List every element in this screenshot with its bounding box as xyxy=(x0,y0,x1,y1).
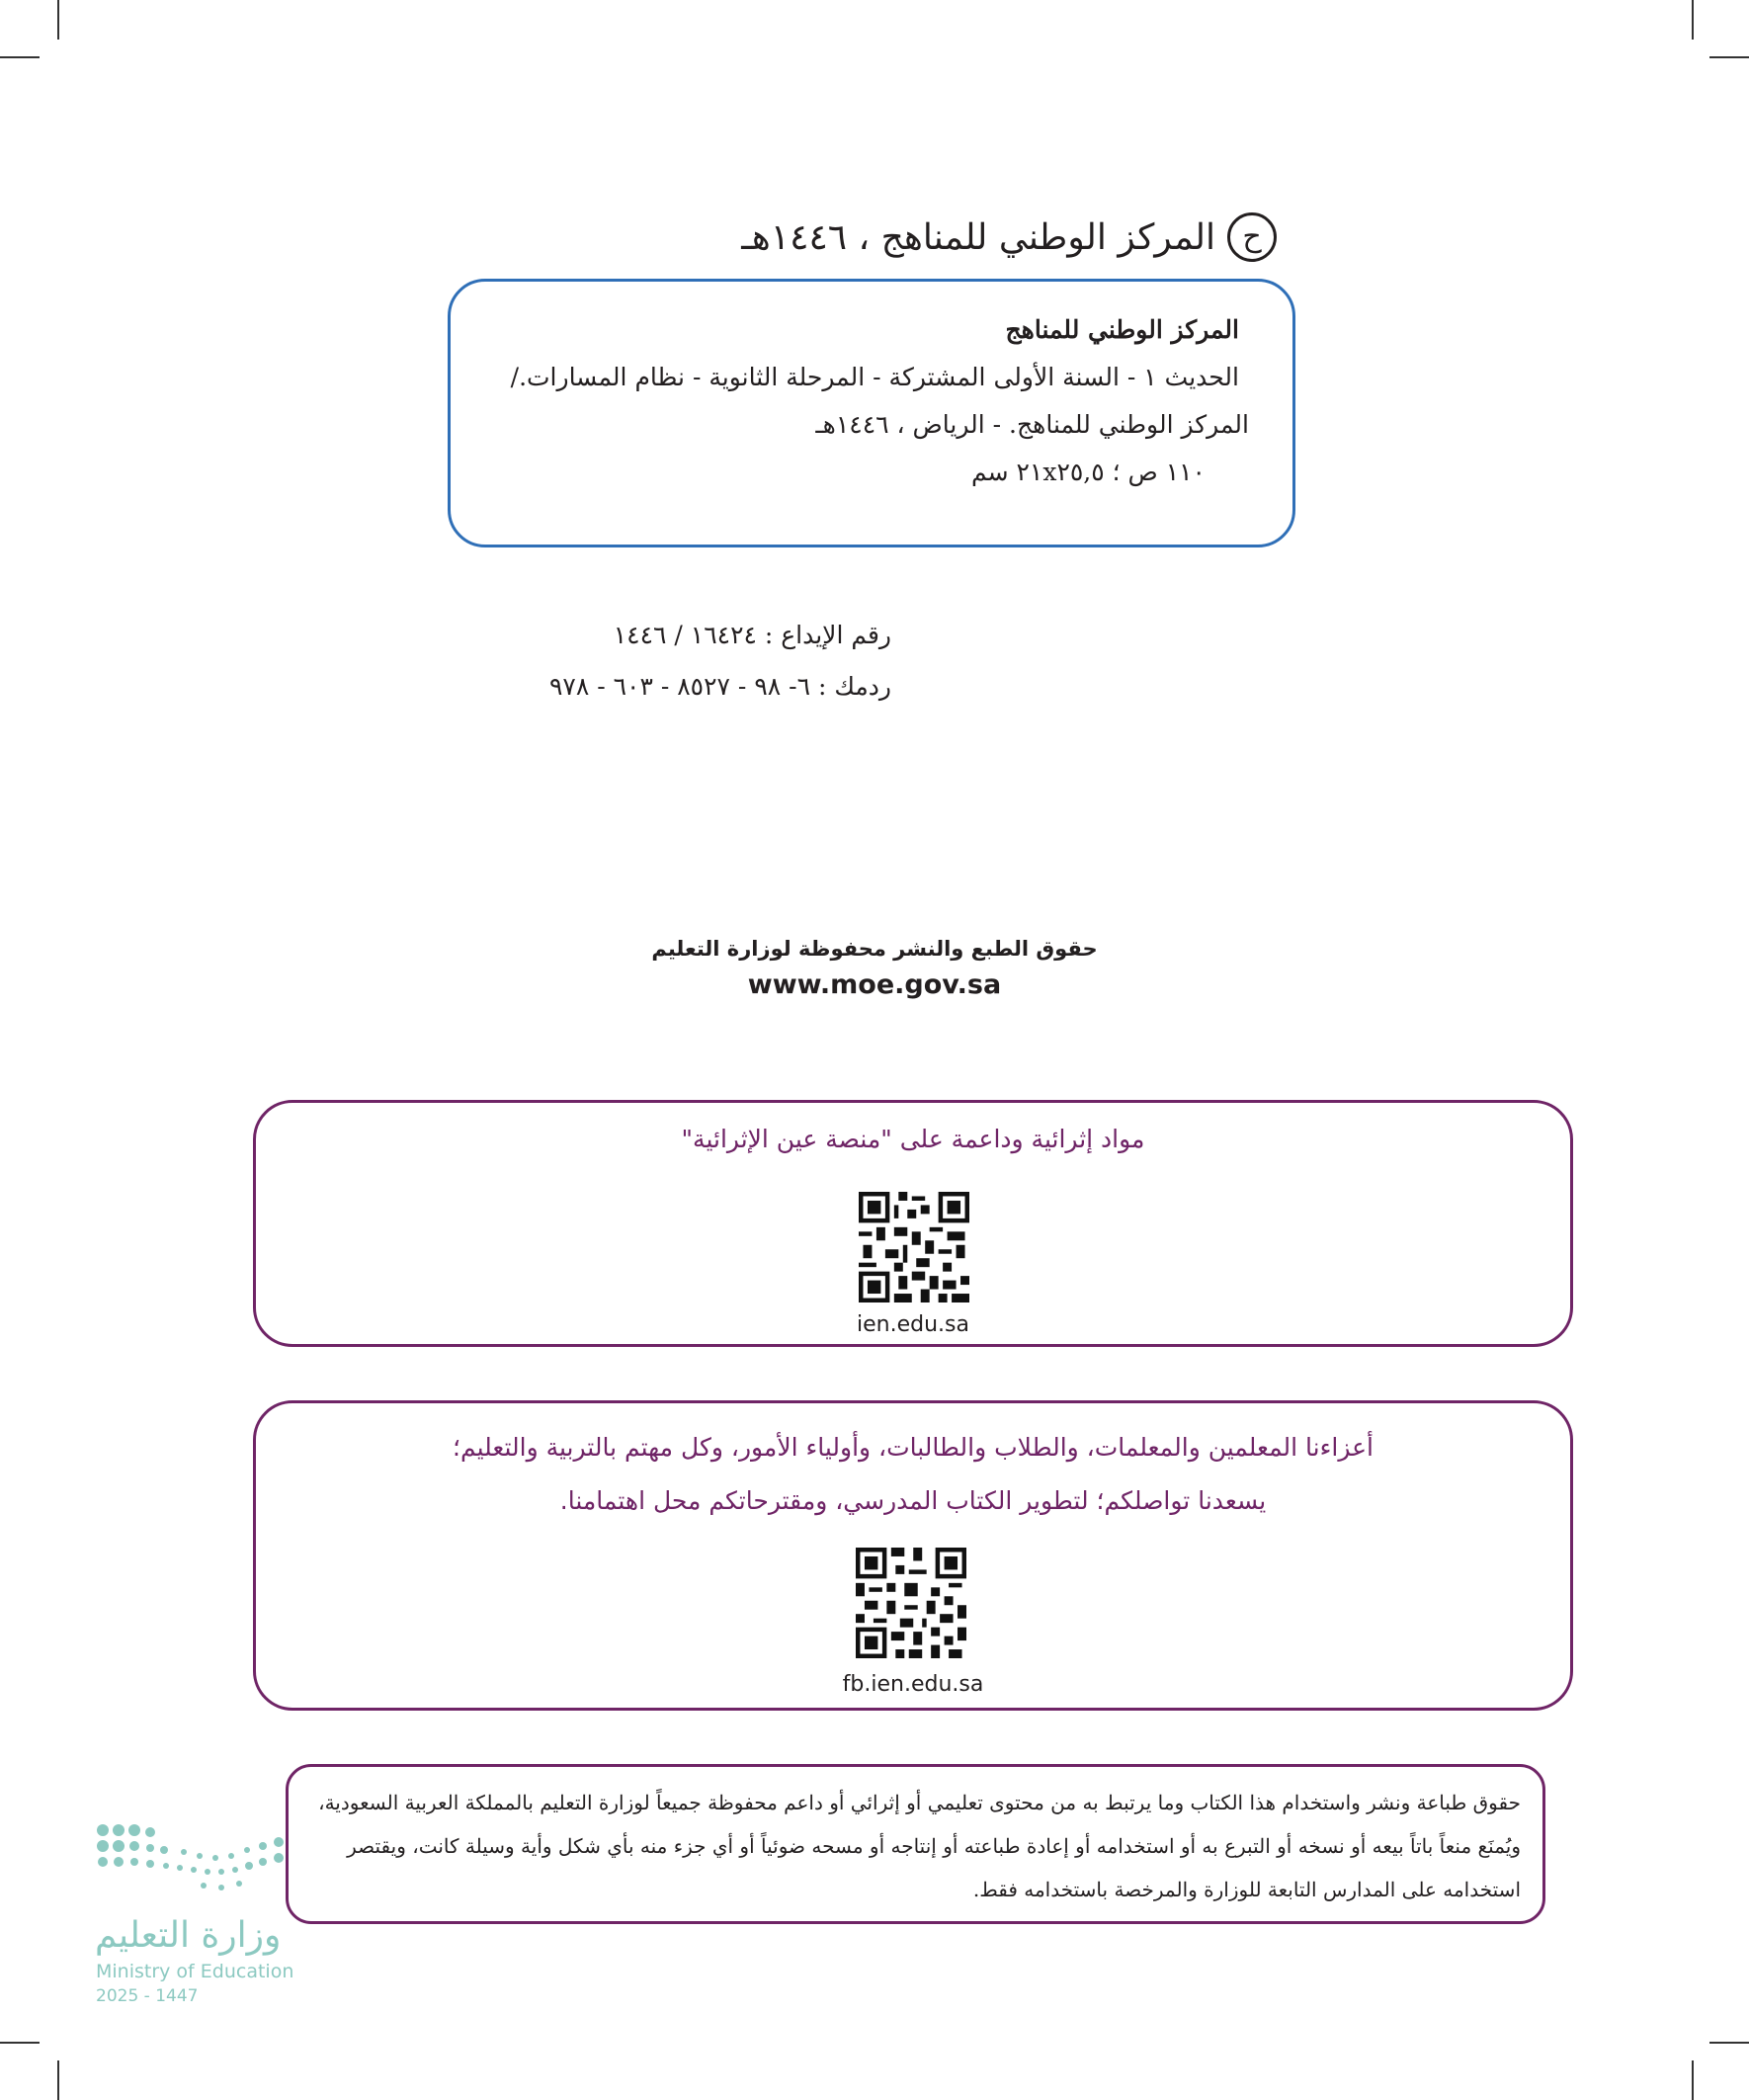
catalog-publisher: المركز الوطني للمناهج. - الرياض ، ١٤٤٦هـ xyxy=(815,410,1249,439)
terms-line-2: ويُمنَع منعاً باتاً بيعه أو نسخه أو التبرع به أو استخدامه أو إعادة طباعته أو إنتاجه أو مسحه ضوئياً أو أي جزء منه بأي شكل وأية وسيلة كانت، ويقتصر xyxy=(347,1834,1521,1858)
crop-mark xyxy=(1709,56,1749,58)
catalog-author: المركز الوطني للمناهج xyxy=(1005,315,1239,344)
ministry-name-en: Ministry of Education xyxy=(96,1961,294,1982)
crop-mark xyxy=(1692,0,1694,40)
feedback-line-1: أعزاءنا المعلمين والمعلمات، والطلاب والطالبات، وأولياء الأمور، وكل مهتم بالتربية والتعليم؛ xyxy=(453,1433,1374,1462)
terms-line-3: استخدامه على المدارس التابعة للوزارة والمرخصة باستخدامه فقط. xyxy=(972,1878,1521,1901)
rights-url[interactable]: www.moe.gov.sa xyxy=(747,969,1002,1000)
catalog-pages: ١١٠ ص ؛ ٢١x٢٥,٥ سم xyxy=(970,458,1206,486)
qr-code-icon[interactable] xyxy=(859,1192,969,1302)
copyright-line xyxy=(741,210,1277,265)
qr-code-icon[interactable] xyxy=(856,1548,966,1658)
ministry-name-ar: وزارة التعليم xyxy=(95,1915,282,1956)
crop-mark xyxy=(57,2060,59,2100)
ien-heading: مواد إثرائية وداعمة على "منصة عين الإثرائية" xyxy=(681,1125,1145,1153)
deposit-number: رقم الإيداع : ١٦٤٢٤ / ١٤٤٦ xyxy=(613,621,891,649)
crop-mark xyxy=(0,2042,40,2044)
crop-mark xyxy=(1709,2042,1749,2044)
crop-mark xyxy=(0,56,40,58)
crop-mark xyxy=(1692,2060,1694,2100)
copyright-symbol: ح xyxy=(1227,212,1277,262)
rights-title: حقوق الطبع والنشر محفوظة لوزارة التعليم xyxy=(651,937,1098,961)
catalog-card xyxy=(448,279,1295,547)
ien-box xyxy=(253,1100,1573,1347)
catalog-title: الحديث ١ - السنة الأولى المشتركة - المرحلة الثانوية - نظام المسارات./ xyxy=(510,363,1239,391)
ministry-logo-icon xyxy=(95,1818,312,1917)
copyright-text: المركز الوطني للمناهج ، ١٤٤٦هـ xyxy=(741,216,1215,258)
feedback-qr-label[interactable]: fb.ien.edu.sa xyxy=(842,1672,984,1697)
terms-line-1: حقوق طباعة ونشر واستخدام هذا الكتاب وما يرتبط به من محتوى تعليمي أو إثرائي أو داعم محفوظة جميعاً لوزارة التعليم بالمملكة العربية السعودية، xyxy=(318,1791,1521,1814)
isbn: ردمك : ٦- ٩٨ - ٨٥٢٧ - ٦٠٣ - ٩٧٨ xyxy=(548,672,891,701)
ien-qr-label[interactable]: ien.edu.sa xyxy=(857,1312,969,1337)
feedback-box xyxy=(253,1400,1573,1711)
terms-box xyxy=(286,1764,1545,1924)
feedback-line-2: يسعدنا تواصلكم؛ لتطوير الكتاب المدرسي، ومقترحاتكم محل اهتمامنا. xyxy=(559,1486,1267,1515)
ministry-year: 2025 - 1447 xyxy=(96,1986,199,2006)
crop-mark xyxy=(57,0,59,40)
